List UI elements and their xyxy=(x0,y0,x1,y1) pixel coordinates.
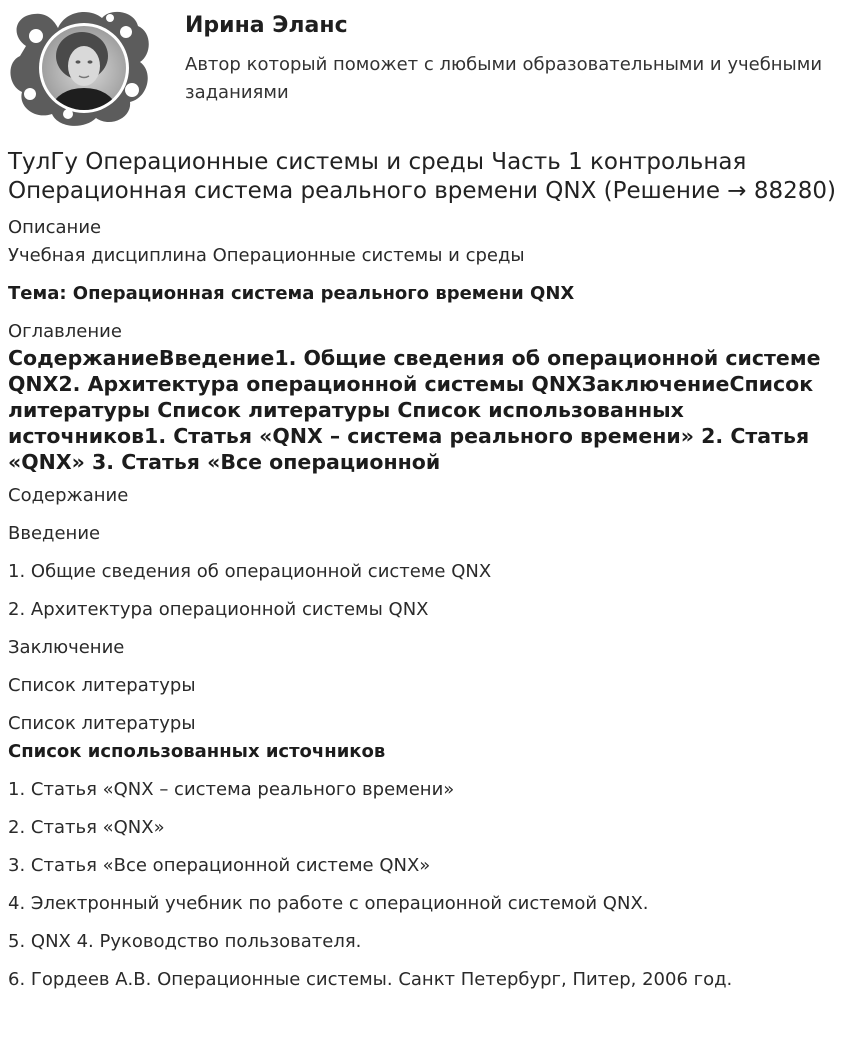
author-description: Автор который поможет с любыми образовательными и учебными заданиями xyxy=(185,54,823,103)
source-item: 1. Статья «QNX – система реального времени» xyxy=(8,779,455,800)
toc-summary: СодержаниеВведение1. Общие сведения об операционной системе QNX2. Архитектура операционной системы QNXЗаключениеСписок литературы Список литературы Список использованных источников1. Статья «QNX – система реального времени» 2. Статья «QNX» 3. Статья «Все операционной xyxy=(8,346,821,474)
source-item: 2. Статья «QNX» xyxy=(8,817,165,838)
document-title: ТулГу Операционные системы и среды Часть 1 контрольная Операционная система реального времени QNX (Решение → 88280) xyxy=(8,149,837,204)
toc-label: Оглавление xyxy=(8,321,122,342)
description-label: Описание xyxy=(8,217,102,238)
references-item-b: Список литературы xyxy=(8,713,196,734)
source-item: 6. Гордеев А.В. Операционные системы. Санкт Петербург, Питер, 2006 год. xyxy=(8,969,733,990)
discipline-text: Учебная дисциплина Операционные системы и среды xyxy=(8,245,525,266)
source-item: 3. Статья «Все операционной системе QNX» xyxy=(8,855,431,876)
author-avatar xyxy=(6,6,152,128)
contents-heading: Содержание xyxy=(8,485,129,506)
references-item-a: Список литературы xyxy=(8,675,196,696)
author-card xyxy=(0,0,847,135)
author-name: Ирина Эланс xyxy=(185,13,348,38)
source-item: 5. QNX 4. Руководство пользователя. xyxy=(8,931,362,952)
document-content xyxy=(8,148,838,992)
section-1-item: 1. Общие сведения об операционной системе QNX xyxy=(8,561,492,582)
topic-text: Тема: Операционная система реального времени QNX xyxy=(8,283,575,304)
intro-item: Введение xyxy=(8,523,101,544)
conclusion-item: Заключение xyxy=(8,637,125,658)
sources-heading: Список использованных источников xyxy=(8,741,386,762)
source-item: 4. Электронный учебник по работе с операционной системой QNX. xyxy=(8,893,649,914)
section-2-item: 2. Архитектура операционной системы QNX xyxy=(8,599,429,620)
